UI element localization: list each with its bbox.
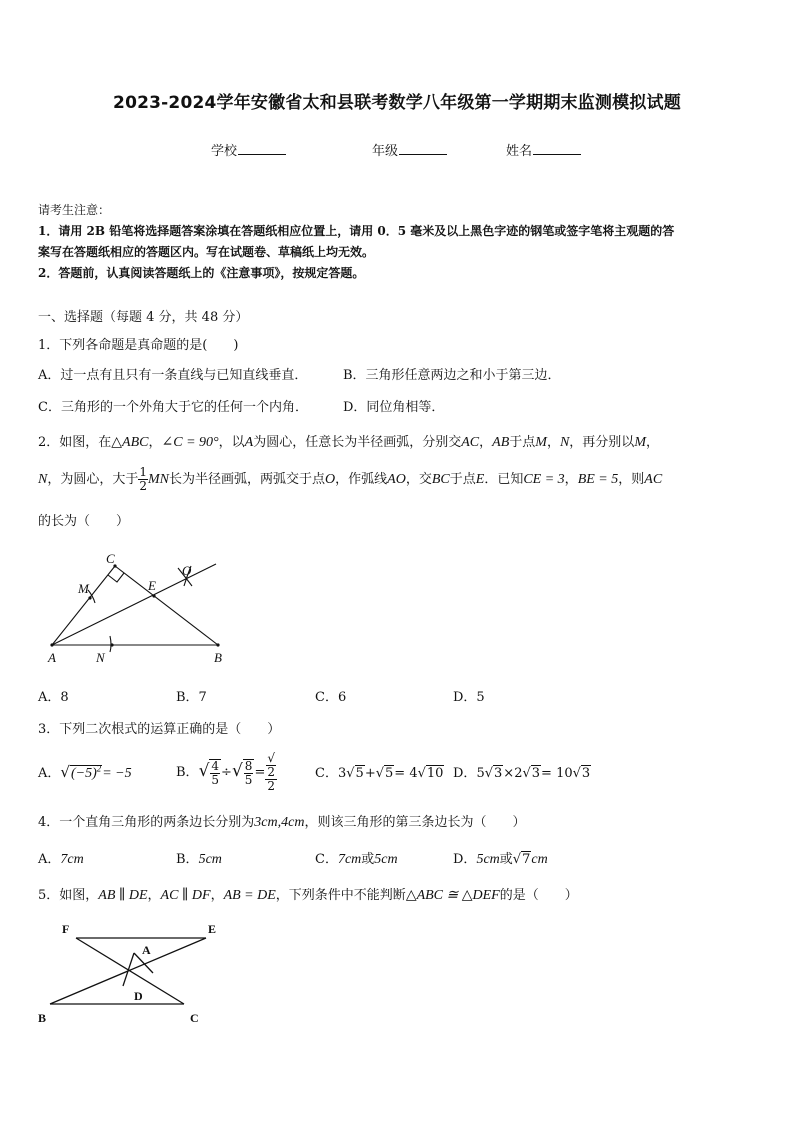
fraction-numerator: 4: [211, 758, 220, 773]
grade-field: [372, 140, 447, 159]
q3-option-a[interactable]: [38, 762, 132, 782]
name-blank[interactable]: [533, 142, 581, 155]
option-label: C．: [315, 852, 338, 867]
q1-stem: 1．下列各命题是真命题的是( ): [38, 338, 239, 353]
q2-text: ，以: [218, 435, 245, 450]
label-n: N: [96, 650, 105, 665]
q4-text: ，则该三角形的第三条边长为（ ）: [304, 815, 526, 830]
radical-sign: √: [572, 766, 581, 781]
q1-option-d[interactable]: D．同位角相等．: [343, 400, 445, 415]
option-value: 7cm: [60, 852, 84, 867]
option-or: 或: [499, 852, 513, 867]
q3-option-c[interactable]: [315, 762, 444, 781]
q2-segment: AO: [387, 472, 406, 487]
operator: +: [364, 766, 376, 781]
q5-stem: [38, 884, 578, 904]
notice-heading: 请考生注意：: [38, 203, 111, 217]
q2-point: A: [244, 435, 254, 450]
q2-angle: ∠C = 90°: [161, 435, 219, 450]
q2-point: M: [535, 435, 547, 450]
option-value: 5cm: [476, 852, 500, 867]
radicand: 7: [522, 852, 531, 867]
q4-values: 3cm,4cm: [254, 815, 305, 830]
q3-option-d[interactable]: [453, 762, 591, 781]
school-blank[interactable]: [238, 142, 286, 155]
q2-text: ，: [645, 435, 659, 450]
q1-option-a[interactable]: A．过一点有且只有一条直线与已知直线垂直．: [38, 368, 308, 383]
name-label: 姓名: [506, 144, 533, 159]
point-n: [110, 643, 113, 646]
notice-item-2: 2．答题前，认真阅读答题纸上的《注意事项》，按规定答题。: [38, 266, 365, 280]
q2-option-b[interactable]: B．7: [176, 690, 207, 705]
q2-text: ，: [564, 472, 578, 487]
q2-figure: [38, 548, 228, 670]
q5-condition: AB ∥ DE: [98, 888, 148, 903]
radical-sign: √: [484, 766, 494, 781]
radicand: 3: [581, 766, 591, 781]
fraction: [209, 759, 221, 787]
option-label: B．: [176, 852, 199, 867]
q2-segment: AC: [461, 435, 480, 450]
label-e: E: [148, 578, 156, 593]
q1-option-b[interactable]: B．三角形任意两边之和小于第三边．: [343, 368, 561, 383]
option-value: 7cm: [337, 852, 362, 867]
q5-text: ，: [210, 888, 224, 903]
rhs: = 4: [394, 766, 418, 781]
radicand: 2: [267, 765, 275, 779]
q2-text: ，再分别以: [569, 435, 635, 450]
q4-text: 4．一个直角三角形的两条边长分别为: [38, 815, 255, 830]
segment-fc: [76, 938, 184, 1004]
section-heading: 一、选择题（每题 4 分，共 48 分）: [38, 310, 249, 325]
point-e: [152, 594, 155, 597]
grade-blank[interactable]: [399, 142, 447, 155]
radical-sign: √: [375, 766, 385, 781]
option-label: D．: [453, 852, 477, 867]
right-angle-mark: [108, 573, 124, 582]
fraction-numerator: √ 2: [267, 751, 275, 779]
fraction-denominator: 2: [139, 479, 147, 493]
q5-text: ，: [147, 888, 161, 903]
q2-line-1: [38, 431, 659, 451]
q2-point: N: [559, 435, 570, 450]
radicand: 3: [494, 766, 503, 781]
option-label: D．: [453, 766, 477, 781]
q2-line-3: 的长为（ ）: [38, 514, 130, 529]
exponent: 2: [96, 763, 102, 774]
q2-text: 2．如图，在: [38, 435, 112, 450]
fraction-denominator: 2: [267, 779, 275, 793]
option-or: 或: [361, 852, 375, 867]
q2-line-2: [38, 466, 662, 493]
q2-text: 为圆心，任意长为半径画弧，分别交: [253, 435, 462, 450]
radicand: 5: [355, 766, 364, 781]
operator: ÷: [221, 765, 232, 780]
rhs: = 10: [541, 766, 573, 781]
option-label: B．: [176, 765, 199, 780]
radicand: 5: [385, 766, 394, 781]
q2-fraction: [138, 466, 148, 493]
fraction-denominator: 5: [211, 772, 220, 787]
label-c: C: [190, 1011, 199, 1025]
q1-option-c[interactable]: C．三角形的一个外角大于它的任何一个内角．: [38, 400, 308, 415]
point-a: [50, 643, 53, 646]
q4-option-c[interactable]: [315, 848, 398, 868]
unit: cm: [531, 852, 548, 867]
radical-sign: √: [346, 766, 355, 781]
label-f: F: [62, 922, 70, 936]
q2-given-ce: CE = 3: [523, 472, 565, 487]
q2-triangle: △ABC: [111, 435, 149, 450]
school-label: 学校: [211, 144, 238, 159]
q5-congruence: △ABC ≅ △DEF: [405, 888, 500, 903]
operator: ×2: [503, 766, 523, 781]
q2-text: ，为圆心，大于: [47, 472, 139, 487]
q2-segment: AC: [644, 472, 663, 487]
radical-sign: √: [198, 761, 210, 781]
q2-point: O: [325, 472, 336, 487]
option-label: A．: [38, 852, 61, 867]
notice-item-1a: 1．请用 2B 铅笔将选择题答案涂填在答题纸相应位置上，请用 0．5 毫米及以上黑色字迹的钢笔或签字笔将主观题的答: [38, 224, 675, 238]
radical-sign: √: [60, 763, 70, 781]
notice-block: [38, 200, 758, 284]
q5-condition: AC ∥ DF: [160, 888, 211, 903]
fraction-denominator: 5: [244, 772, 253, 787]
coefficient: 5: [476, 766, 485, 781]
segment-ac: [52, 566, 115, 645]
label-a: A: [48, 650, 56, 665]
school-field: [211, 140, 286, 159]
segment-cb: [115, 566, 218, 645]
q2-text: 于点: [449, 472, 476, 487]
coefficient: 3: [337, 766, 347, 781]
radical-sign: √: [231, 761, 243, 781]
label-a: A: [142, 943, 151, 957]
q2-text: ．已知: [484, 472, 524, 487]
q2-text: ，: [148, 435, 162, 450]
radical-sign: √: [512, 852, 522, 867]
q5-text: ，下列条件中不能判断: [275, 888, 406, 903]
notice-item-1b: 案写在答题纸相应的答题区内。写在试题卷、草稿纸上均无效。: [38, 245, 375, 259]
fraction-numerator: 8: [244, 758, 253, 773]
radicand-base: (−5): [70, 766, 97, 781]
q3-option-b[interactable]: [176, 752, 277, 793]
point-b: [216, 643, 219, 646]
q2-point: E: [475, 472, 485, 487]
label-e: E: [208, 922, 217, 936]
label-b: B: [38, 1011, 47, 1025]
name-field: [506, 140, 581, 159]
option-label: A．: [38, 766, 61, 781]
radical-sign: √: [417, 766, 426, 781]
option-label: C．: [315, 766, 338, 781]
label-b: B: [214, 650, 222, 665]
q5-figure: [36, 918, 226, 1030]
point-m: [88, 596, 91, 599]
radical-sign: √: [522, 766, 531, 781]
q2-option-c[interactable]: C．6: [315, 690, 347, 705]
q4-stem: [38, 811, 525, 831]
q2-text: ，作弧线: [335, 472, 388, 487]
q4-option-a[interactable]: [38, 848, 84, 868]
option-value: 5cm: [198, 852, 222, 867]
rhs: = −5: [102, 766, 132, 781]
fraction: [265, 752, 277, 793]
q2-point: N: [38, 472, 48, 487]
label-o: O: [182, 563, 192, 578]
q2-segment: BC: [431, 472, 450, 487]
fraction: [243, 759, 255, 787]
q3-stem: 3．下列二次根式的运算正确的是（ ）: [38, 722, 281, 737]
q2-text: ，: [546, 435, 560, 450]
q2-text: 长为半径画弧，两弧交于点: [169, 472, 326, 487]
q5-text: 5．如图，: [38, 888, 99, 903]
operator: =: [254, 765, 266, 780]
radicand: 3: [531, 766, 541, 781]
ray-ao: [52, 564, 216, 645]
q2-point: M: [634, 435, 646, 450]
q2-segment: MN: [148, 472, 169, 487]
q5-text: 的是（ ）: [499, 888, 578, 903]
grade-label: 年级: [372, 144, 399, 159]
page-title: 2023-2024学年安徽省太和县联考数学八年级第一学期期末监测模拟试题: [113, 93, 681, 113]
q2-text: ，: [479, 435, 493, 450]
label-c: C: [106, 551, 115, 566]
label-m: M: [78, 581, 89, 596]
q2-text: ，交: [405, 472, 432, 487]
q2-option-d[interactable]: D．5: [453, 690, 485, 705]
q5-condition: AB = DE: [223, 888, 276, 903]
q4-option-d[interactable]: [453, 848, 548, 868]
q2-option-a[interactable]: A．8: [38, 690, 69, 705]
fraction-numerator: 1: [139, 465, 147, 479]
option-value: 5cm: [374, 852, 398, 867]
q2-segment: AB: [492, 435, 510, 450]
q4-option-b[interactable]: [176, 848, 222, 868]
label-d: D: [134, 989, 143, 1003]
q2-text: 于点: [509, 435, 536, 450]
q2-given-be: BE = 5: [577, 472, 619, 487]
radicand: [70, 765, 102, 781]
q2-text: ，则: [618, 472, 645, 487]
radicand: 10: [426, 766, 444, 781]
